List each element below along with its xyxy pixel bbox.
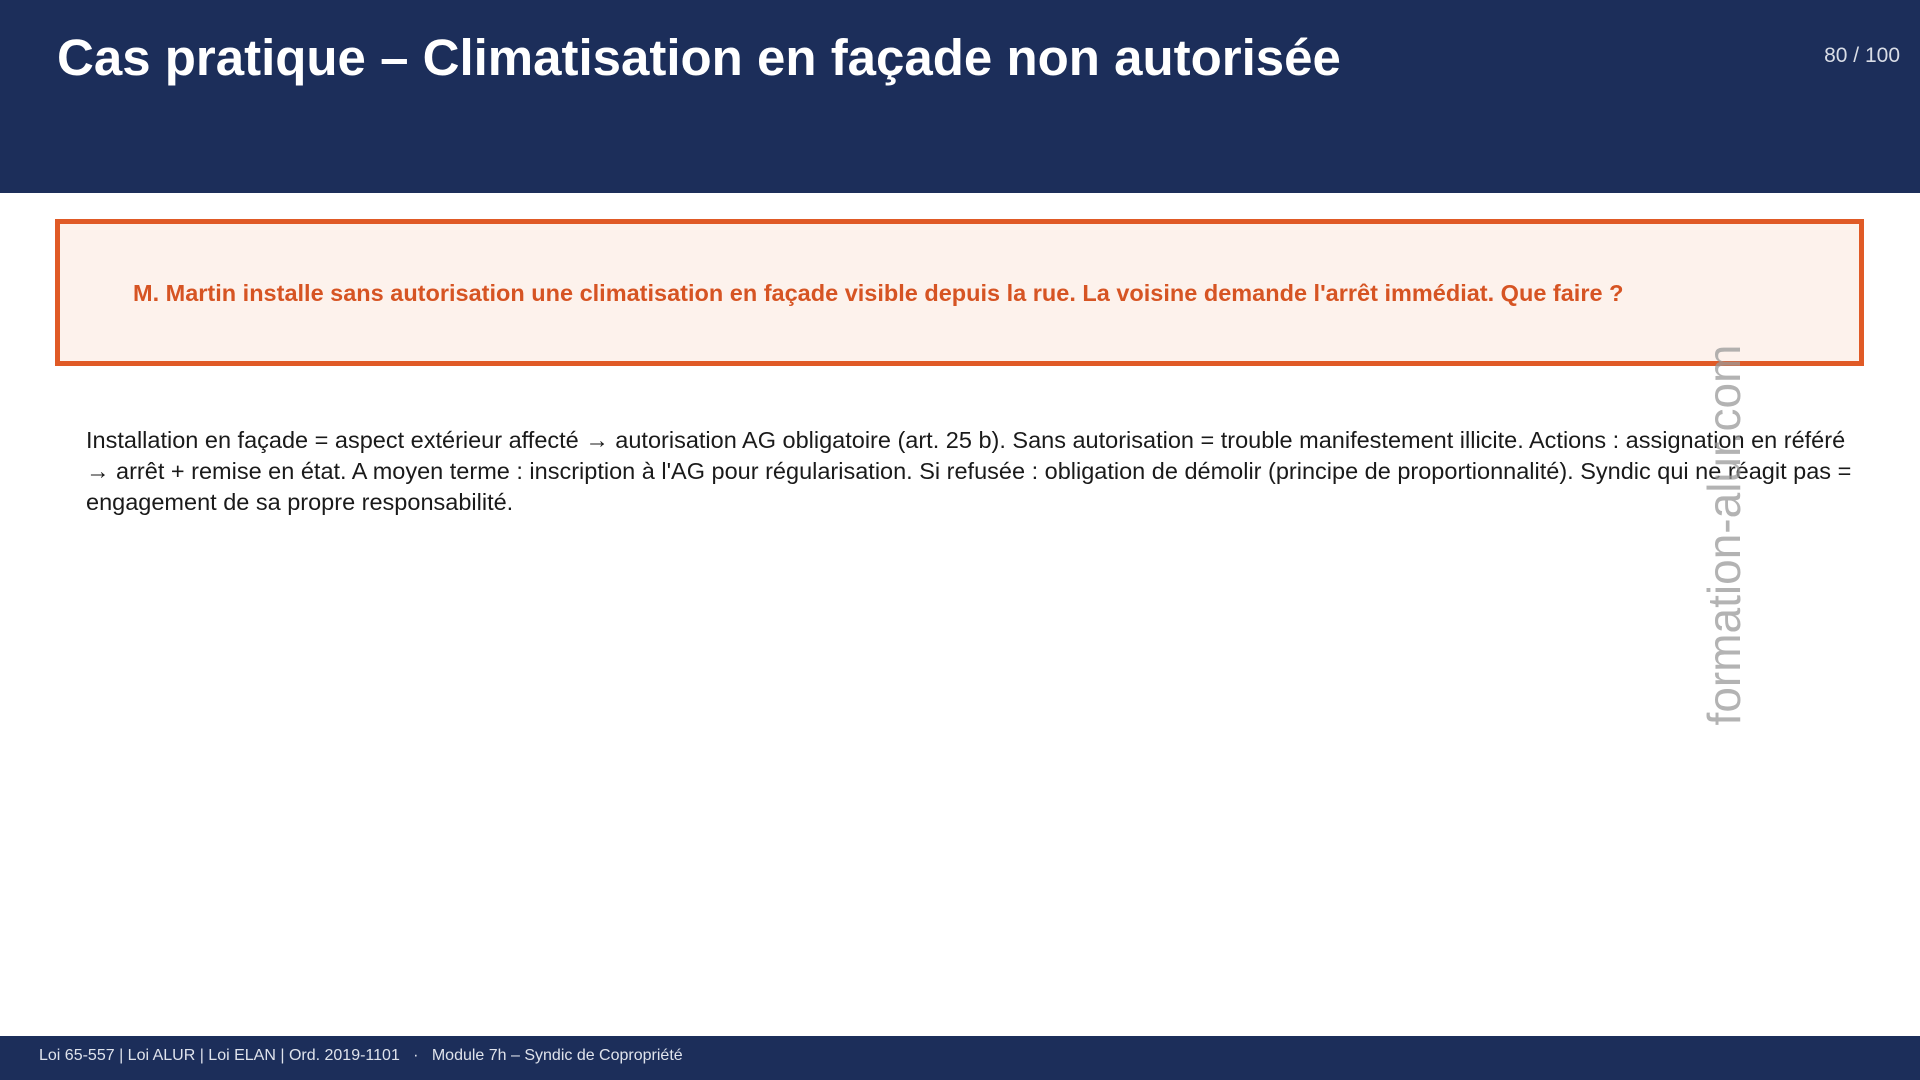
case-question-box — [55, 219, 1864, 366]
slide-header — [0, 0, 1920, 193]
footer-text: Loi 65-557 | Loi ALUR | Loi ELAN | Ord. 2019-1101 · Module 7h – Syndic de Copropriété — [39, 1047, 683, 1064]
slide-title: Cas pratique – Climatisation en façade non autorisée — [57, 29, 1341, 86]
watermark: formation-alur.com — [1698, 344, 1750, 726]
case-question-text: M. Martin installe sans autorisation une climatisation en façade visible depuis la rue. La voisine demande l'arrêt immédiat. Que faire ? — [133, 280, 1624, 306]
slide-footer — [0, 1036, 1920, 1080]
answer-text: Installation en façade = aspect extérieur affecté → autorisation AG obligatoire (art. 25 b). Sans autorisation = trouble manifestement illicite. Actions : assignation en référé → arrêt + remise en état. A moyen terme : inscription à l'AG pour régularisation. Si refusée : obligation de démolir (principe de proportionnalité). Syndic qui ne réagit pas = engagement de sa propre responsabilité. — [86, 427, 1852, 515]
page-number: 80 / 100 — [1824, 44, 1900, 67]
